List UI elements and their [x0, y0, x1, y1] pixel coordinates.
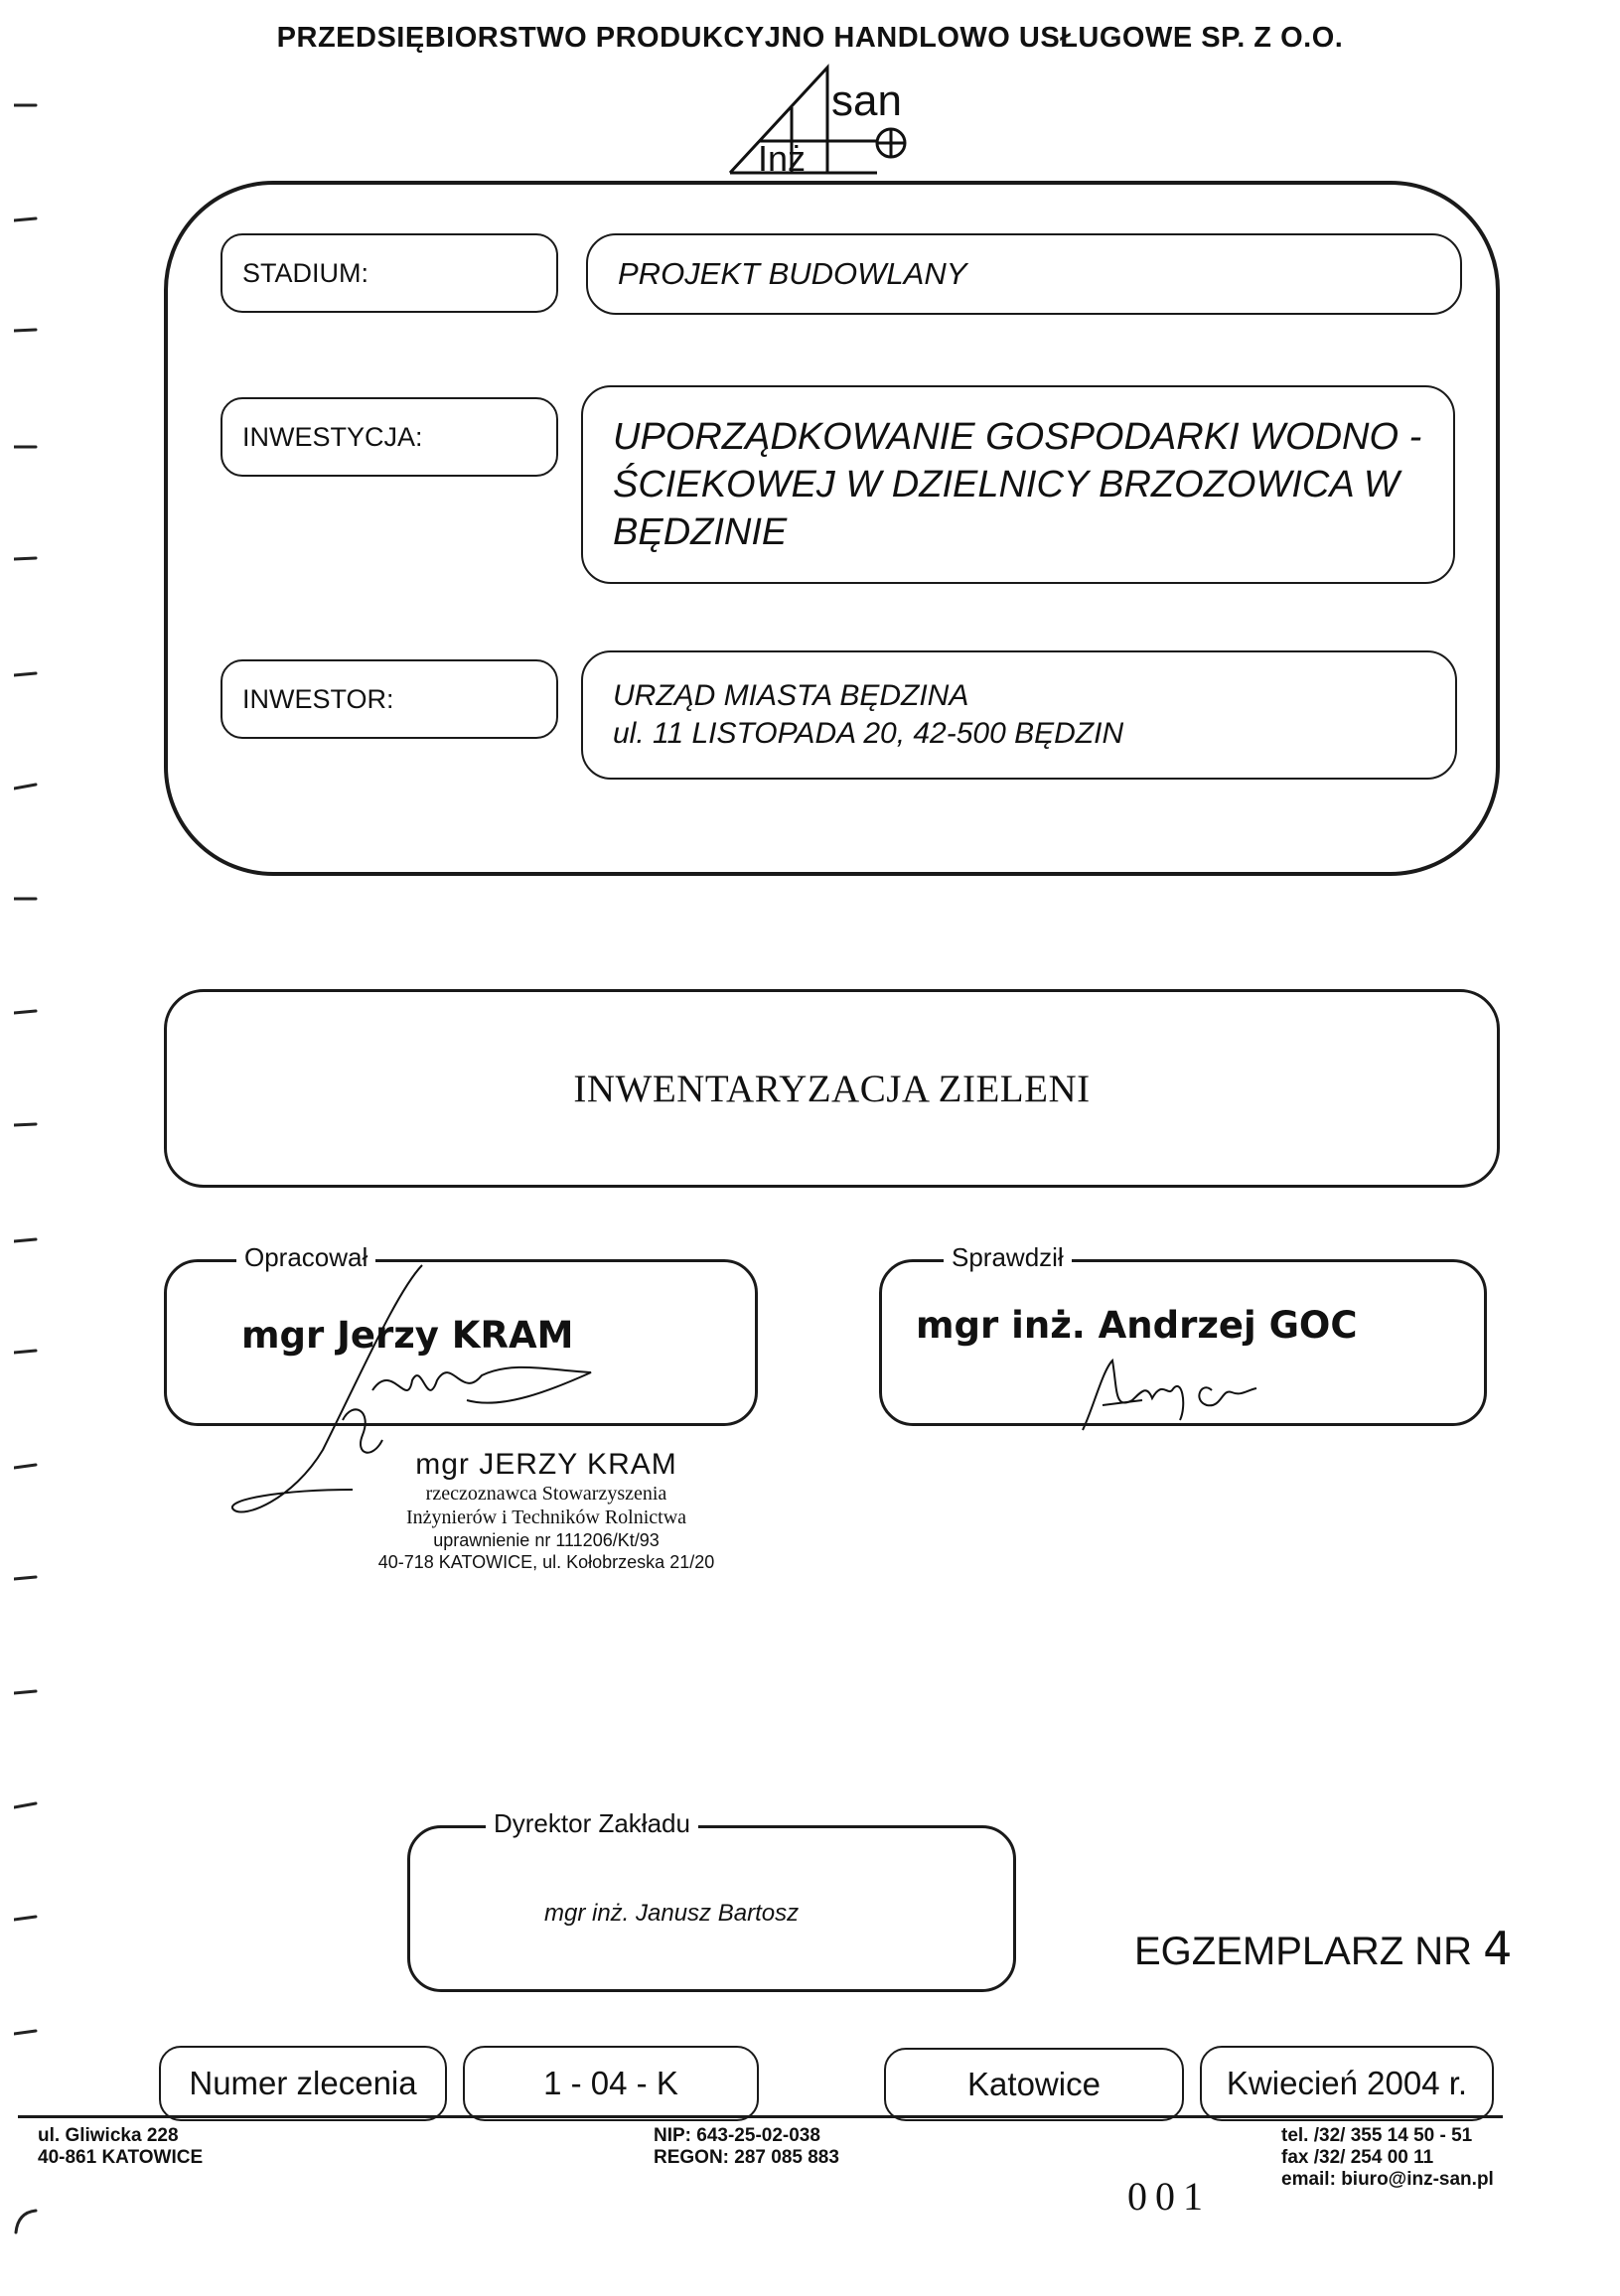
signature-goc: [1073, 1351, 1311, 1440]
checked-by-legend: Sprawdził: [944, 1242, 1072, 1273]
director-legend: Dyrektor Zakładu: [486, 1808, 698, 1839]
investment-label: INWESTYCJA:: [242, 421, 423, 452]
copy-number-label: EGZEMPLARZ NR: [1134, 1930, 1473, 1973]
footer-contact: [1281, 2125, 1494, 2191]
date: Kwiecień 2004 r.: [1226, 2065, 1468, 2101]
stamp-name: mgr JERZY KRAM: [415, 1448, 677, 1481]
stamp-line-1: rzeczoznawca Stowarzyszenia: [425, 1483, 667, 1505]
copy-number: [1134, 1922, 1512, 1975]
document-title: INWENTARYZACJA ZIELENI: [573, 1067, 1091, 1110]
logo-text-san: san: [831, 76, 902, 125]
footer-address: [38, 2125, 203, 2169]
investment-value-box: [581, 385, 1455, 584]
city: Katowice: [967, 2066, 1101, 2102]
company-logo: [720, 64, 929, 179]
director-name: mgr inż. Janusz Bartosz: [544, 1900, 800, 1927]
stadium-label: STADIUM:: [242, 257, 368, 288]
document-title-box: [164, 989, 1500, 1188]
stamp-line-2: Inżynierów i Techników Rolnictwa: [405, 1507, 687, 1528]
stamp-line-3: uprawnienie nr 111206/Kt/93: [433, 1530, 660, 1550]
email: email: biuro@inz-san.pl: [1281, 2169, 1494, 2190]
checked-by-name: mgr inż. Andrzej GOC: [916, 1304, 1358, 1347]
address-line-2: 40-861 KATOWICE: [38, 2147, 204, 2168]
logo-text-inz: Inż: [758, 138, 807, 179]
investment-line-2: ŚCIEKOWEJ W DZIELNICY BRZOZOWICA W: [613, 464, 1399, 505]
order-label-box: [159, 2046, 447, 2121]
investor-line-1: URZĄD MIASTA BĘDZINA: [613, 679, 969, 712]
expert-stamp: [333, 1448, 760, 1573]
investment-line-1: UPORZĄDKOWANIE GOSPODARKI WODNO -: [613, 416, 1422, 458]
company-name: PRZEDSIĘBIORSTWO PRODUKCYJNO HANDLOWO USŁUGOWE SP. Z O.O.: [276, 22, 1344, 54]
investor-value-box: [581, 650, 1457, 780]
stadium-value: PROJEKT BUDOWLANY: [618, 256, 967, 291]
investor-line-2: ul. 11 LISTOPADA 20, 42-500 BĘDZIN: [613, 717, 1124, 750]
stadium-label-box: [221, 233, 558, 313]
order-label: Numer zlecenia: [189, 2065, 417, 2101]
order-number: 1 - 04 - K: [543, 2065, 678, 2101]
phone: tel. /32/ 355 14 50 - 51: [1281, 2125, 1473, 2146]
regon: REGON: 287 085 883: [654, 2147, 839, 2168]
stadium-value-box: [586, 233, 1462, 315]
page-number: 001: [1127, 2174, 1211, 2219]
director-box: [407, 1808, 1016, 1992]
date-box: [1200, 2046, 1494, 2121]
fax: fax /32/ 254 00 11: [1281, 2147, 1434, 2168]
investor-label-box: [221, 659, 558, 739]
order-number-box: [463, 2046, 759, 2121]
investor-label: INWESTOR:: [242, 683, 394, 714]
binder-marks: [14, 99, 44, 2284]
address-line-1: ul. Gliwicka 228: [38, 2125, 179, 2146]
copy-number-value: 4: [1483, 1922, 1513, 1975]
nip: NIP: 643-25-02-038: [654, 2125, 820, 2146]
prepared-by-name: mgr Jerzy KRAM: [241, 1314, 574, 1357]
investment-label-box: [221, 397, 558, 477]
footer-divider: [18, 2115, 1503, 2118]
city-box: [884, 2048, 1184, 2121]
investment-line-3: BĘDZINIE: [613, 511, 788, 553]
stamp-line-4: 40-718 KATOWICE, ul. Kołobrzeska 21/20: [377, 1552, 715, 1572]
prepared-by-legend: Opracował: [236, 1242, 375, 1273]
footer-registration: [654, 2125, 839, 2169]
